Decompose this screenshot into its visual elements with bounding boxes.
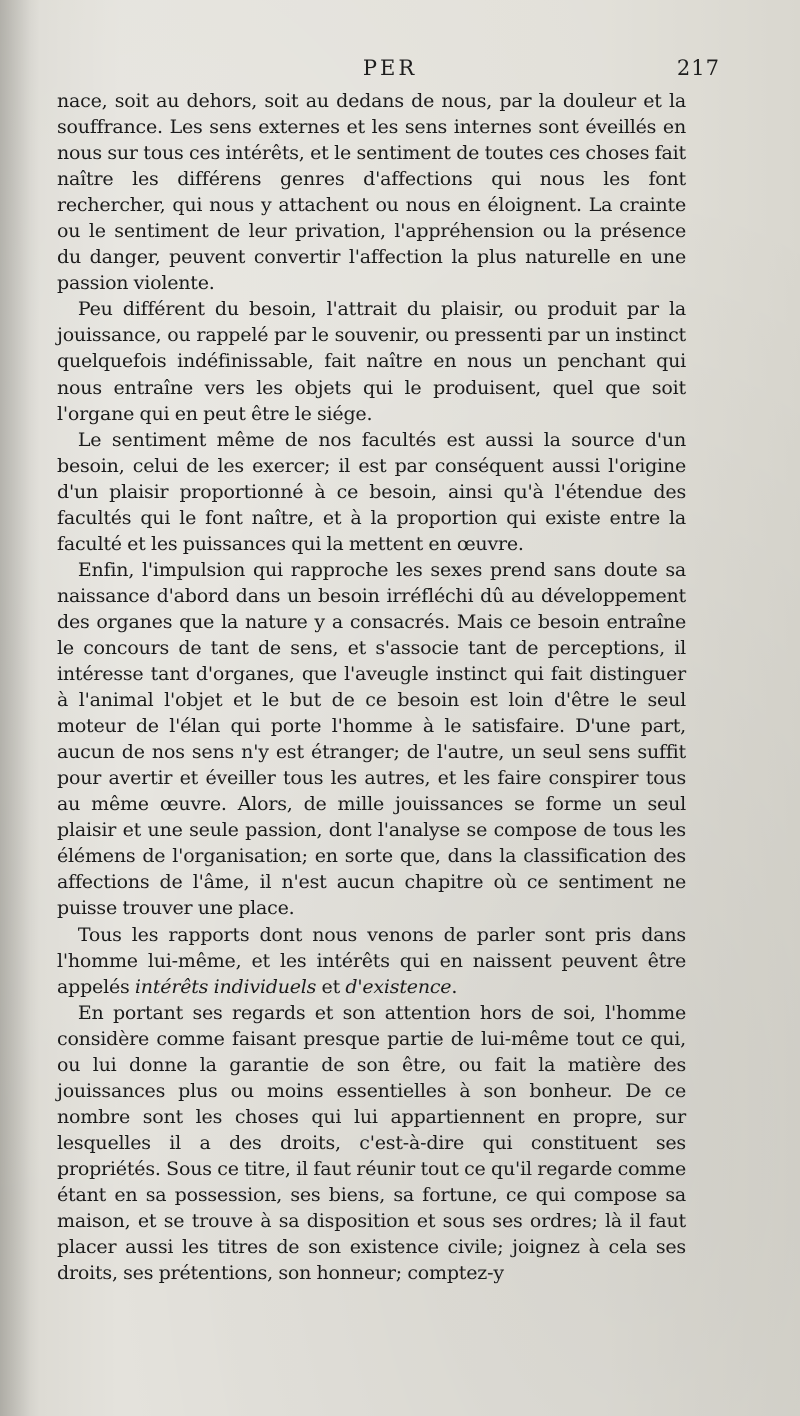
emphasis-d-existence: d'existence	[345, 975, 452, 998]
emphasis-interets-individuels: intérêts individuels	[134, 975, 317, 998]
paragraph-1: nace, soit au dehors, soit au dedans de nous, par la douleur et la souffrance. Les sens externes et les sens internes sont éveillés en nous sur tous ces intérêts, et le sentiment de toutes ces choses fait naître les différens genres d'affections qui nous les font rechercher, qui nous y attachent ou nous en éloignent. La crainte ou le sentiment de leur privation, l'appréhension ou la présence du danger, peuvent convertir l'affection la plus naturelle en une passion violente.	[57, 90, 686, 295]
gutter-shadow	[0, 0, 40, 1416]
paragraph-2: Peu différent du besoin, l'attrait du plaisir, ou produit par la jouissance, ou rappelé par le souvenir, ou pressenti par un instinct quelquefois indéfinissable, fait naître en nous un penchant qui nous entraîne vers les objets qui le produisent, quel que soit l'organe qui en peut être le siége.	[57, 298, 686, 425]
page-number: 217	[676, 56, 720, 80]
page-body	[57, 88, 686, 1286]
paragraph-6: En portant ses regards et son attention hors de soi, l'homme considère comme faisant presque partie de lui-même tout ce qui, ou lui donne la garantie de son être, ou fait la matière des jouissances plus ou moins essentielles à son bonheur. De ce nombre sont les choses qui lui appartiennent en propre, sur lesquelles il a des droits, c'est-à-dire qui constituent ses propriétés. Sous ce titre, il faut réunir tout ce qu'il regarde comme étant en sa possession, ses biens, sa fortune, ce qui compose sa maison, et se trouve à sa disposition et sous ses ordres; là il faut placer aussi les titres de son existence civile; joignez à cela ses droits, ses prétentions, son honneur; comptez-y	[57, 1001, 686, 1285]
paragraph-5	[57, 922, 686, 1000]
paragraph-5-text-after: .	[451, 975, 458, 998]
paragraph-5-text-before: Tous les rapports dont nous venons de parler sont pris dans l'homme lui-même, et les intérêts qui en naissent peuvent être appelés	[57, 923, 686, 998]
page-header	[60, 52, 720, 86]
paragraph-4: Enfin, l'impulsion qui rapproche les sexes prend sans doute sa naissance d'abord dans un besoin irréfléchi dû au développement des organes que la nature y a consacrés. Mais ce besoin entraîne le concours de tant de sens, et s'associe tant de perceptions, il intéresse tant d'organes, que l'aveugle instinct qui fait distinguer à l'animal l'objet et le but de ce besoin est loin d'être le seul moteur de l'élan qui porte l'homme à le satisfaire. D'une part, aucun de nos sens n'y est étranger; de l'autre, un seul sens suffit pour avertir et éveiller tous les autres, et les faire conspirer tous au même œuvre. Alors, de mille jouissances se forme un seul plaisir et une seule passion, dont l'analyse se compose de tous les élémens de l'organisation; en sorte que, dans la classification des affections de l'âme, il n'est aucun chapitre où ce sentiment ne puisse trouver une place.	[57, 558, 686, 920]
paragraph-5-text-mid: et	[316, 975, 346, 998]
running-head: PER	[362, 56, 418, 80]
paragraph-3: Le sentiment même de nos facultés est aussi la source d'un besoin, celui de les exercer; il est par conséquent aussi l'origine d'un plaisir proportionné à ce besoin, ainsi qu'à l'étendue des facultés qui le font naître, et à la proportion qui existe entre la faculté et les puissances qui la mettent en œuvre.	[57, 428, 686, 555]
